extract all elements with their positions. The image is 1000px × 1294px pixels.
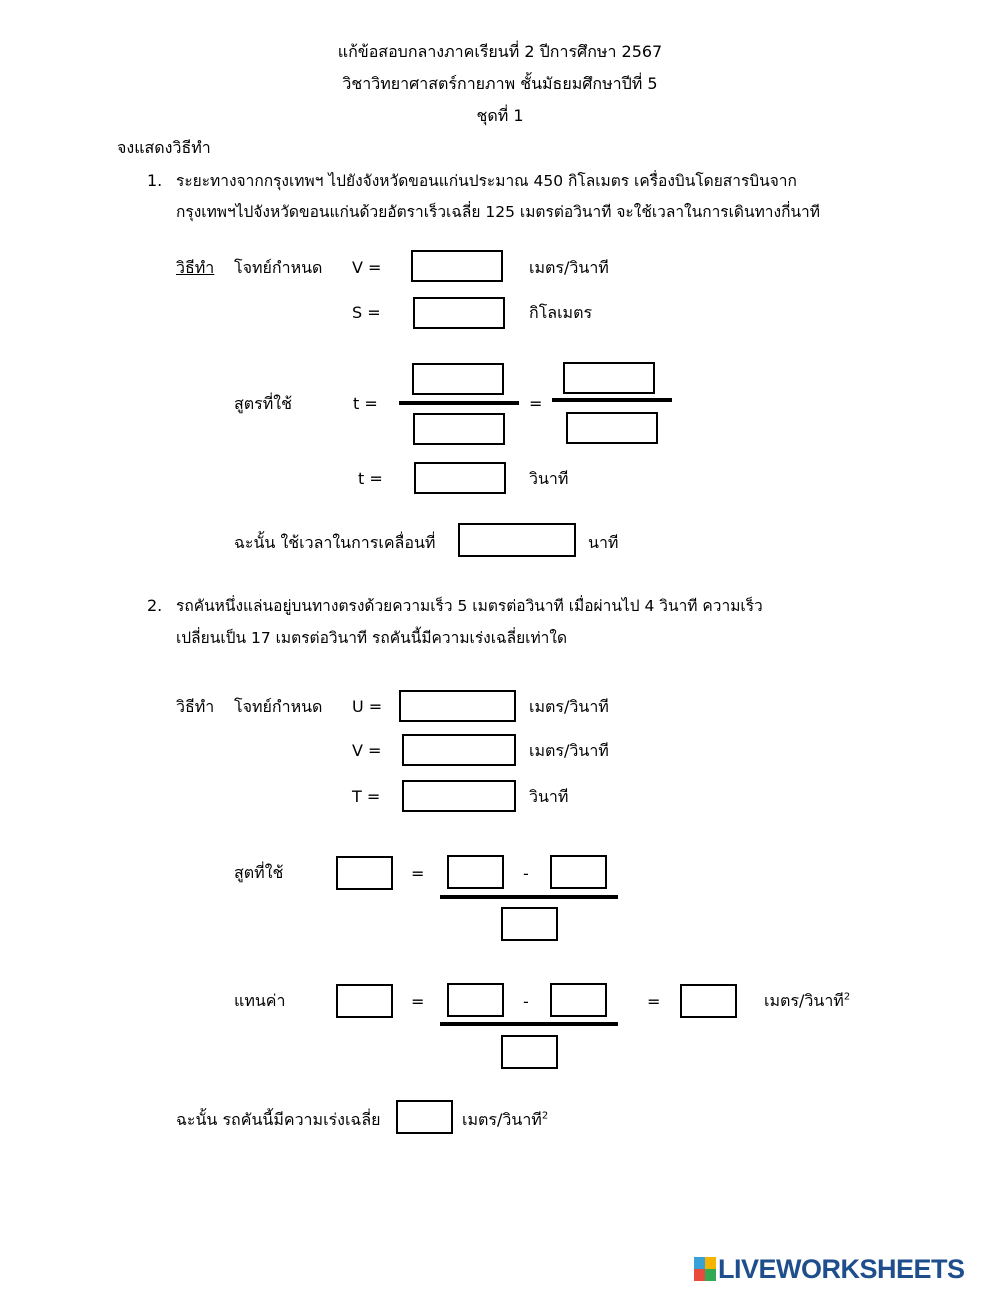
q1-method-label: วิธีทำ [176, 258, 215, 277]
q1-t-input[interactable] [414, 462, 506, 494]
q2-u-input[interactable] [399, 690, 516, 722]
q1-s-input[interactable] [413, 297, 505, 329]
q2-result-unit-superscript: 2 [843, 991, 851, 1003]
q2-formula-term-1-input[interactable] [447, 855, 504, 889]
q2-formula-denominator-input[interactable] [501, 907, 558, 941]
q2-formula-result-input[interactable] [336, 856, 393, 890]
q1-fraction-bar-1 [399, 401, 519, 405]
q2-number: 2. [147, 596, 163, 615]
q1-value-numerator-input[interactable] [563, 362, 655, 394]
q2-v-unit: เมตร/วินาที [529, 741, 609, 760]
q1-value-denominator-input[interactable] [566, 412, 658, 444]
q2-v-input[interactable] [402, 734, 516, 766]
q1-text-line-1: ระยะทางจากกรุงเทพฯ ไปยังจังหวัดขอนแก่นประมาณ 450 กิโลเมตร เครื่องบินโดยสารบินจาก [176, 172, 797, 190]
q1-answer-input[interactable] [458, 523, 576, 557]
q2-substitute-minus: - [523, 992, 529, 1011]
q2-text-line-2: เปลี่ยนเป็น 17 เมตรต่อวินาที รถคันนี้มีความเร่งเฉลี่ยเท่าใด [176, 629, 568, 647]
q2-t-input[interactable] [402, 780, 516, 812]
q2-substitute-equals-1: = [411, 992, 425, 1011]
q1-t-label: t = [353, 394, 378, 413]
q1-formula-denominator-input[interactable] [413, 413, 505, 445]
title-line-2: วิชาวิทยาศาสตร์กายภาพ ชั้นมัธยมศึกษาปีที่ 5 [342, 74, 658, 93]
q1-t-unit: วินาที [529, 469, 569, 488]
q1-fraction-bar-2 [552, 398, 672, 402]
liveworksheets-logo-text: LIVEWORKSHEETS [718, 1254, 965, 1284]
q1-number: 1. [147, 171, 163, 190]
q1-formula-numerator-input[interactable] [412, 363, 504, 395]
q2-conclusion-unit-superscript: 2 [541, 1110, 549, 1122]
q2-u-label: U = [352, 697, 383, 716]
liveworksheets-logo-icon [694, 1257, 716, 1281]
logo-square-1 [694, 1257, 705, 1269]
instruction: จงแสดงวิธีทำ [117, 138, 211, 157]
q1-conclusion: ฉะนั้น ใช้เวลาในการเคลื่อนที่ [234, 533, 436, 552]
q1-formula-label: สูตรที่ใช้ [234, 394, 292, 413]
q2-substitute-denominator-input[interactable] [501, 1035, 558, 1069]
q2-fraction-bar-2 [440, 1022, 618, 1026]
q2-substitute-term-1-input[interactable] [447, 983, 504, 1017]
q1-v-input[interactable] [411, 250, 503, 282]
q1-given-label: โจทย์กำหนด [234, 258, 323, 277]
q1-v-unit: เมตร/วินาที [529, 258, 609, 277]
q1-t2-label: t = [358, 469, 383, 488]
logo-square-2 [705, 1257, 716, 1269]
q1-conclusion-unit: นาที [588, 533, 619, 552]
q1-equals: = [529, 394, 543, 413]
q1-s-unit: กิโลเมตร [529, 303, 593, 322]
q2-conclusion-unit-text [462, 1110, 548, 1130]
q2-text-line-1: รถคันหนึ่งแล่นอยู่บนทางตรงด้วยความเร็ว 5 เมตรต่อวินาที เมื่อผ่านไป 4 วินาที ความเร็ว [176, 597, 763, 615]
q2-formula-label: สูตที่ใช้ [234, 863, 284, 882]
q2-substitute-equals-2: = [647, 992, 661, 1011]
q2-fraction-bar-1 [440, 895, 618, 899]
q2-result-unit: เมตร/วินาที [764, 991, 844, 1010]
q2-conclusion: ฉะนั้น รถคันนี้มีความเร่งเฉลี่ย [176, 1110, 381, 1129]
q2-formula-minus: - [523, 864, 529, 883]
q2-conclusion-unit: เมตร/วินาที [462, 1110, 542, 1129]
q2-v-label: V = [352, 741, 382, 760]
q1-text-line-2: กรุงเทพฯไปจังหวัดขอนแก่นด้วยอัตราเร็วเฉลี่ย 125 เมตรต่อวินาที จะใช้เวลาในการเดินทางกี่นาที [176, 203, 820, 221]
title-line-1: แก้ข้อสอบกลางภาคเรียนที่ 2 ปีการศึกษา 2567 [337, 42, 663, 61]
q2-substitute-answer-input[interactable] [680, 984, 737, 1018]
q2-substitute-result-input[interactable] [336, 984, 393, 1018]
q2-method-label: วิธีทำ [176, 697, 215, 716]
q2-t-unit: วินาที [529, 787, 569, 806]
q1-v-label: V = [352, 258, 382, 277]
q2-result-unit-text [764, 991, 850, 1011]
q2-substitute-label: แทนค่า [234, 991, 286, 1010]
q2-substitute-term-2-input[interactable] [550, 983, 607, 1017]
q2-formula-equals: = [411, 864, 425, 883]
q2-u-unit: เมตร/วินาที [529, 697, 609, 716]
logo-square-3 [694, 1269, 705, 1281]
q2-given-label: โจทย์กำหนด [234, 697, 323, 716]
q2-answer-input[interactable] [396, 1100, 453, 1134]
title-line-3: ชุดที่ 1 [476, 106, 524, 125]
q2-t-label: T = [352, 787, 381, 806]
q2-formula-term-2-input[interactable] [550, 855, 607, 889]
liveworksheets-logo[interactable] [694, 1254, 965, 1284]
logo-square-4 [705, 1269, 716, 1281]
q1-s-label: S = [352, 303, 381, 322]
